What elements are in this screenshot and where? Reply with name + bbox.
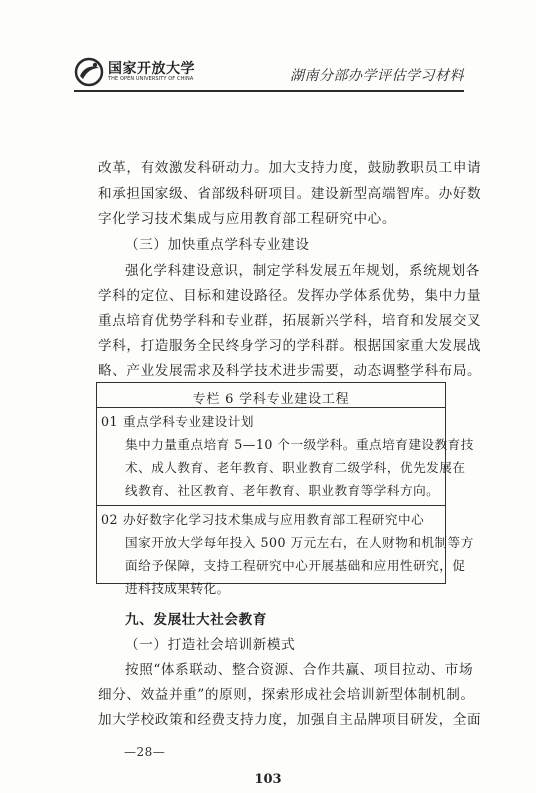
row-number: 01 [101,414,119,429]
section-9-heading: 九、发展壮大社会教育 [125,612,267,628]
table-title-row [97,383,445,408]
document-title: 湖南分部办学评估学习材料 [290,68,464,84]
table-title: 专栏 6 学科专业建设工程 [192,392,350,407]
row-content-line: 集中力量重点培育 5—10 个一级学科。重点培育建设教育技 [125,437,474,452]
body-line: 略、产业发展需求及科学技术进步需要，动态调整学科布局。 [98,363,482,379]
row-heading: 办好数字化学习技术集成与应用教育部工程研究中心 [123,512,425,527]
body-line: 加大学校政策和经费支持力度，加强自主品牌项目研发，全面 [98,712,482,728]
body-line: 学科的定位、目标和建设路径。发挥办学体系优势，集中力量 [98,288,482,304]
body-line: 按照“体系联动、整合资源、合作共赢、项目拉动、市场 [125,662,474,678]
open-university-logo-icon [74,57,104,87]
section-3-heading: （三）加快重点学科专业建设 [125,237,310,253]
body-line: 强化学科建设意识，制定学科发展五年规划，系统规划各 [125,263,480,279]
row-content-line: 进科技成果转化。 [125,581,230,596]
row-heading: 重点学科专业建设计划 [123,414,254,429]
row-number: 02 [101,512,119,527]
row-content-line: 国家开放大学每年投入 500 万元左右，在人财物和机制等方 [125,535,474,550]
row-content-line: 术、成人教育、老年教育、职业教育二级学科，优先发展在 [125,460,466,475]
row-content-line: 线教育、社区教育、老年教育、职业教育等学科方向。 [125,483,440,498]
row-content-line: 面给予保障，支持工程研究中心开展基础和应用性研究，促 [125,558,466,573]
inner-page-number: —28— [124,745,166,759]
body-line: 字化学习技术集成与应用教育部工程研究中心。 [98,211,397,227]
body-line: 重点培育优势学科和专业群，拓展新兴学科，培育和发展交叉 [98,313,482,329]
section-9-subheading: （一）打造社会培训新模式 [125,637,296,653]
body-line: 细分、效益并重”的原则，探索形成社会培训新型体制机制。 [98,687,475,703]
table-row-divider [97,505,445,506]
body-line: 改革，有效激发科研动力。加大支持力度，鼓励教职员工申请 [98,160,482,176]
org-subtitle: THE OPEN UNIVERSITY OF CHINA [108,76,194,82]
page-header [74,50,464,90]
body-line: 学科，打造服务全民终身学习的学科群。根据国家重大发展战 [98,338,482,354]
header-divider [74,90,464,92]
org-name: 国家开放大学 [108,61,195,77]
body-line: 和承担国家级、省部级科研项目。建设新型高端智库。办好数 [98,186,482,202]
outer-page-number: 103 [254,772,282,787]
project-table [96,382,474,596]
